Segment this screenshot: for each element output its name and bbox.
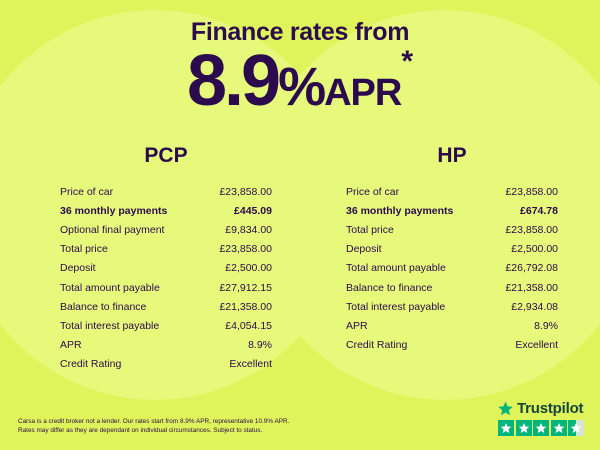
row-value: £2,500.00 xyxy=(225,262,272,275)
row-label: Total interest payable xyxy=(346,300,446,313)
row-value: 8.9% xyxy=(248,339,272,352)
star-icon xyxy=(533,420,549,436)
trustpilot-star-icon xyxy=(498,401,513,416)
table-row xyxy=(60,220,272,239)
disclaimer-line-1: Carsa is a credit broker not a lender. Our rates start from 8.9% APR, representative 10.9% APR. xyxy=(18,417,290,425)
row-value: Excellent xyxy=(229,358,272,371)
table-row xyxy=(346,336,558,355)
row-value: 8.9% xyxy=(534,319,558,332)
row-label: Deposit xyxy=(346,243,382,256)
hp-column-title: HP xyxy=(437,144,467,167)
row-label: Price of car xyxy=(60,185,114,198)
star-half-icon xyxy=(568,420,584,436)
star-icon xyxy=(551,420,567,436)
row-label: Balance to finance xyxy=(60,300,147,313)
row-value: £21,358.00 xyxy=(219,300,272,313)
row-value: £23,858.00 xyxy=(219,243,272,256)
row-label: Credit Rating xyxy=(346,339,408,352)
disclaimer-line-2: Rates may differ as they are dependant on individual circumstances. Subject to status. xyxy=(18,427,263,435)
row-label: APR xyxy=(346,319,368,332)
table-row xyxy=(346,240,558,259)
table-row xyxy=(346,278,558,297)
row-label: Total amount payable xyxy=(346,262,446,275)
pcp-column xyxy=(0,144,300,374)
row-value: £4,054.15 xyxy=(225,319,272,332)
table-row xyxy=(60,201,272,220)
rate-percent-symbol: % xyxy=(278,57,325,117)
disclaimer xyxy=(18,417,289,436)
table-row xyxy=(60,240,272,259)
pcp-column-title: PCP xyxy=(144,144,188,167)
table-row xyxy=(60,297,272,316)
table-row xyxy=(60,316,272,335)
row-label: Deposit xyxy=(60,262,96,275)
row-value: £23,858.00 xyxy=(219,185,272,198)
trustpilot-rating xyxy=(498,400,584,436)
table-row xyxy=(346,182,558,201)
row-label: Credit Rating xyxy=(60,358,122,371)
table-row xyxy=(60,259,272,278)
table-row xyxy=(60,182,272,201)
table-row xyxy=(346,316,558,335)
table-row xyxy=(346,201,558,220)
pcp-table xyxy=(60,182,272,374)
row-label: Total interest payable xyxy=(60,319,160,332)
row-value: £23,858.00 xyxy=(505,185,558,198)
row-value: £2,934.08 xyxy=(511,300,558,313)
rate-number: 8.9 xyxy=(186,41,279,121)
row-label: 36 monthly payments xyxy=(346,204,454,217)
row-value: £27,912.15 xyxy=(219,281,272,294)
row-label: Total price xyxy=(346,223,394,236)
page-title: Finance rates from xyxy=(190,18,410,46)
row-label: 36 monthly payments xyxy=(60,204,168,217)
row-value: £674.78 xyxy=(520,204,558,217)
trustpilot-logo xyxy=(498,400,584,417)
row-value: £21,358.00 xyxy=(505,281,558,294)
row-value: £9,834.00 xyxy=(225,223,272,236)
rate-asterisk: * xyxy=(401,45,414,78)
star-icon xyxy=(498,420,514,436)
star-icon xyxy=(516,420,532,436)
finance-columns xyxy=(0,144,600,374)
hp-table xyxy=(346,182,558,355)
row-value: £2,500.00 xyxy=(511,243,558,256)
row-label: Price of car xyxy=(346,185,400,198)
table-row xyxy=(346,220,558,239)
row-value: Excellent xyxy=(515,339,558,352)
table-row xyxy=(60,355,272,374)
table-row xyxy=(346,297,558,316)
row-value: £23,858.00 xyxy=(505,223,558,236)
row-value: £26,792.08 xyxy=(505,262,558,275)
row-label: Optional final payment xyxy=(60,223,165,236)
row-value: £445.09 xyxy=(234,204,272,217)
rate-apr-label: APR xyxy=(324,72,402,114)
row-label: APR xyxy=(60,339,82,352)
table-row xyxy=(60,278,272,297)
table-row xyxy=(346,259,558,278)
trustpilot-stars xyxy=(498,420,584,436)
row-label: Total price xyxy=(60,243,108,256)
hp-column xyxy=(300,144,600,374)
table-row xyxy=(60,336,272,355)
trustpilot-name: Trustpilot xyxy=(517,400,584,417)
row-label: Balance to finance xyxy=(346,281,433,294)
row-label: Total amount payable xyxy=(60,281,160,294)
headline-rate xyxy=(0,41,600,121)
